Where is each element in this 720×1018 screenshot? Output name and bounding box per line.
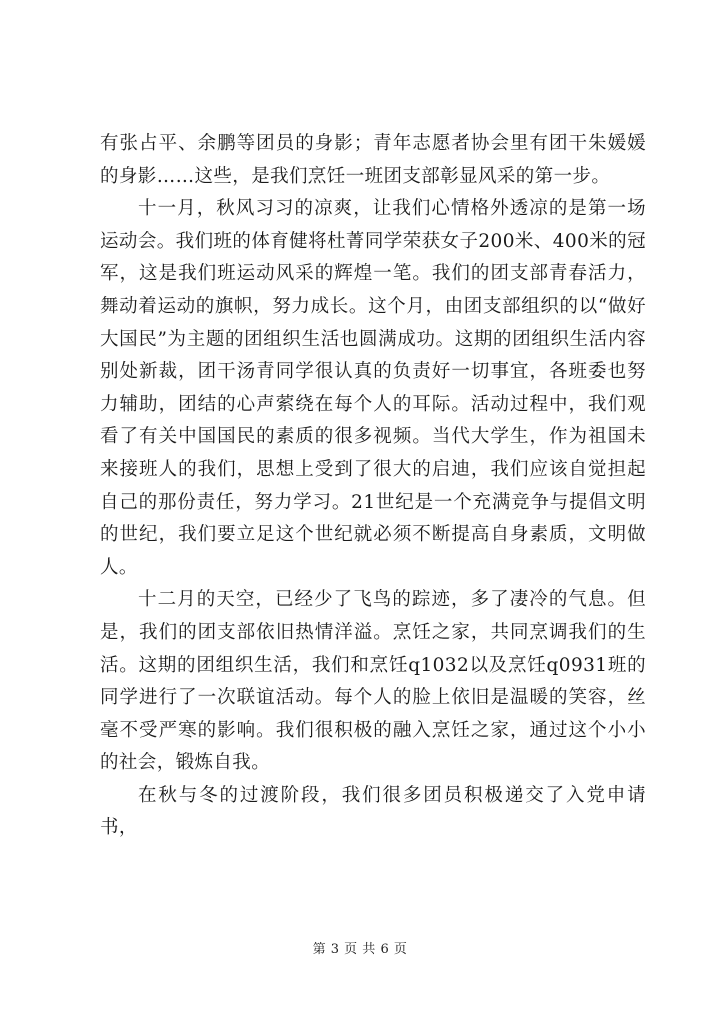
paragraph-1: 有张占平、余鹏等团员的身影；青年志愿者协会里有团干朱媛媛的身影……这些，是我们烹饪一班团支部彰显风采的第一步。 (100, 133, 646, 187)
paragraph-4: 在秋与冬的过渡阶段，我们很多团员积极递交了入党申请书， (100, 784, 646, 839)
page-number-footer: 第 3 页 共 6 页 (312, 942, 408, 957)
document-body (100, 128, 646, 845)
paragraph-2: 十一月，秋风习习的凉爽，让我们心情格外透凉的是第一场运动会。我们班的体育健将杜菁同学荣获女子200米、400米的冠军，这是我们班运动风采的辉煌一笔。我们的团支部青春活力，舞动着运动的旗帜，努力成长。这个月，由团支部组织的以“做好大国民”为主题的团组织生活也圆满成功。这期的团组织生活内容别处新裁，团干汤青同学很认真的负责好一切事宜，各班委也努力辅助，团结的心声萦绕在每个人的耳际。活动过程中，我们观看了有关中国国民的素质的很多视频。当代大学生，作为祖国未来接班人的我们，思想上受到了很大的启迪，我们应该自觉担起自己的那份责任，努力学习。21世纪是一个充满竞争与提倡文明的世纪，我们要立足这个世纪就必须不断提高自身素质，文明做人。 (100, 198, 646, 578)
paragraph-3: 十二月的天空，已经少了飞鸟的踪迹，多了凄冷的气息。但是，我们的团支部依旧热情洋溢。烹饪之家，共同烹调我们的生活。这期的团组织生活，我们和烹饪q1032以及烹饪q0931班的同学进行了一次联谊活动。每个人的脸上依旧是温暖的笑容，丝毫不受严寒的影响。我们很积极的融入烹饪之家，通过这个小小的社会，锻炼自我。 (100, 589, 646, 774)
